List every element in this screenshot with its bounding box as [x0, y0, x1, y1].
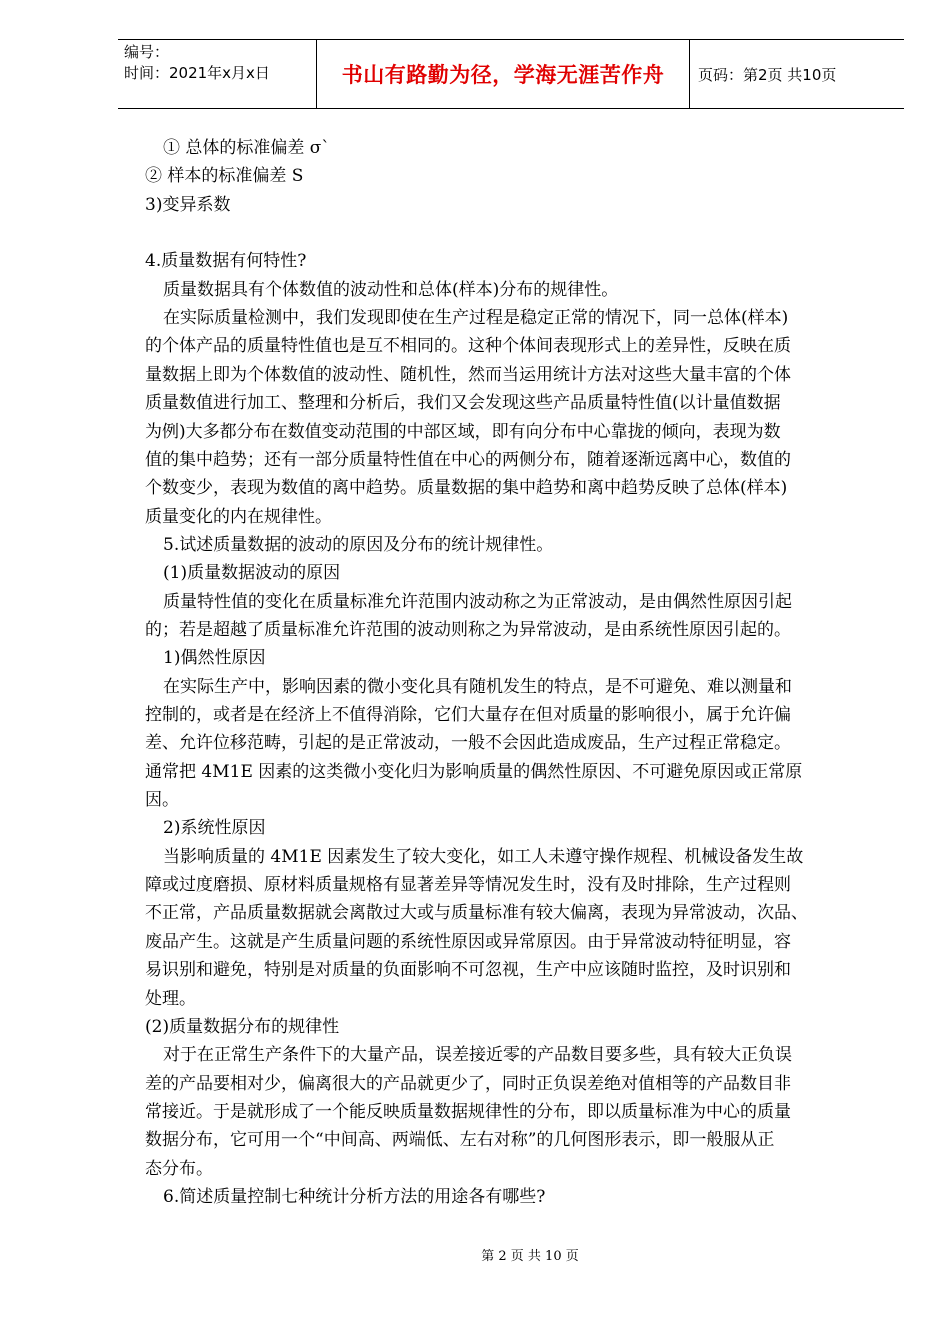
text-line: 在实际质量检测中，我们发现即使在生产过程是稳定正常的情况下，同一总体(样本) — [163, 308, 789, 329]
document-header — [118, 39, 904, 109]
text-line: 为例)大多都分布在数值变动范围的中部区域，即有向分布中心靠拢的倾向，表现为数 — [145, 421, 781, 442]
time-label: 时间：2021年x月x日 — [124, 64, 270, 82]
text-line: 4.质量数据有何特性? — [145, 251, 307, 272]
page-footer — [0, 1245, 950, 1264]
text-line: ① 总体的标准偏差 σ` — [163, 138, 330, 158]
text-line: 常接近。于是就形成了一个能反映质量数据规律性的分布，即以质量标准为中心的质量 — [145, 1101, 791, 1122]
header-page-cell — [690, 40, 904, 108]
text-line: 不正常，产品质量数据就会离散过大或与质量标准有较大偏离，表现为异常波动，次品、 — [145, 903, 808, 924]
text-line: ② 样本的标准偏差 S — [145, 166, 304, 187]
text-line: 2)系统性原因 — [163, 818, 266, 839]
page-label: 页码：第2页 共10页 — [698, 65, 837, 84]
text-line: 通常把 4M1E 因素的这类微小变化归为影响质量的偶然性原因、不可避免原因或正常原 — [145, 761, 803, 782]
text-line: 差的产品要相对少，偏离很大的产品就更少了，同时正负误差绝对值相等的产品数目非 — [145, 1073, 791, 1094]
text-line: 态分布。 — [145, 1158, 213, 1179]
text-line: 质量数值进行加工、整理和分析后，我们又会发现这些产品质量特性值(以计量值数据 — [145, 393, 781, 414]
text-line: 的；若是超越了质量标准允许范围的波动则称之为异常波动，是由系统性原因引起的。 — [145, 619, 791, 640]
text-line: (2)质量数据分布的规律性 — [145, 1016, 340, 1037]
text-line: 质量变化的内在规律性。 — [145, 506, 332, 527]
text-line: 易识别和避免，特别是对质量的负面影响不可忽视，生产中应该随时监控，及时识别和 — [145, 960, 791, 981]
text-line: 个数变少，表现为数值的离中趋势。质量数据的集中趋势和离中趋势反映了总体(样本) — [145, 478, 788, 499]
text-line: 在实际生产中，影响因素的微小变化具有随机发生的特点，是不可避免、难以测量和 — [163, 676, 792, 697]
motto-text: 书山有路勤为径，学海无涯苦作舟 — [341, 63, 665, 87]
text-line: 数据分布，它可用一个“中间高、两端低、左右对称”的几何图形表示，即一般服从正 — [145, 1130, 775, 1151]
text-line: 6.简述质量控制七种统计分析方法的用途各有哪些? — [163, 1186, 546, 1207]
text-line: 3)变异系数 — [145, 194, 231, 215]
text-line: 值的集中趋势；还有一部分质量特性值在中心的两侧分布，随着逐渐远离中心，数值的 — [145, 449, 791, 470]
text-line: 障或过度磨损、原材料质量规格有显著差异等情况发生时，没有及时排除，生产过程则 — [145, 875, 791, 896]
number-label: 编号： — [124, 43, 170, 61]
text-line: 5.试述质量数据的波动的原因及分布的统计规律性。 — [163, 534, 554, 555]
text-line: 差、允许位移范畴，引起的是正常波动，一般不会因此造成废品，生产过程正常稳定。 — [145, 733, 791, 754]
text-line: 量数据上即为个体数值的波动性、随机性，然而当运用统计方法对这些大量丰富的个体 — [145, 364, 791, 385]
footer-page-number: 第 2 页 共 10 页 — [481, 1249, 579, 1264]
text-line: 的个体产品的质量特性值也是互不相同的。这种个体间表现形式上的差异性，反映在质 — [145, 336, 791, 357]
text-line: 控制的，或者是在经济上不值得消除，它们大量存在但对质量的影响很小，属于允许偏 — [145, 705, 791, 725]
text-line: 处理。 — [145, 988, 196, 1009]
text-line: (1)质量数据波动的原因 — [163, 563, 341, 584]
text-line: 对于在正常生产条件下的大量产品，误差接近零的产品数目要多些，具有较大正负误 — [163, 1045, 792, 1066]
text-line: 废品产生。这就是产生质量问题的系统性原因或异常原因。由于异常波动特征明显，容 — [145, 931, 791, 952]
text-line: 质量数据具有个体数值的波动性和总体(样本)分布的规律性。 — [163, 279, 619, 300]
text-line: 质量特性值的变化在质量标准允许范围内波动称之为正常波动，是由偶然性原因引起 — [163, 591, 792, 612]
text-line: 当影响质量的 4M1E 因素发生了较大变化，如工人未遵守操作规程、机械设备发生故 — [163, 846, 804, 867]
header-motto-cell — [316, 40, 690, 108]
header-meta-cell — [118, 40, 316, 108]
text-line: 1)偶然性原因 — [163, 648, 266, 669]
text-line: 因。 — [145, 790, 179, 811]
